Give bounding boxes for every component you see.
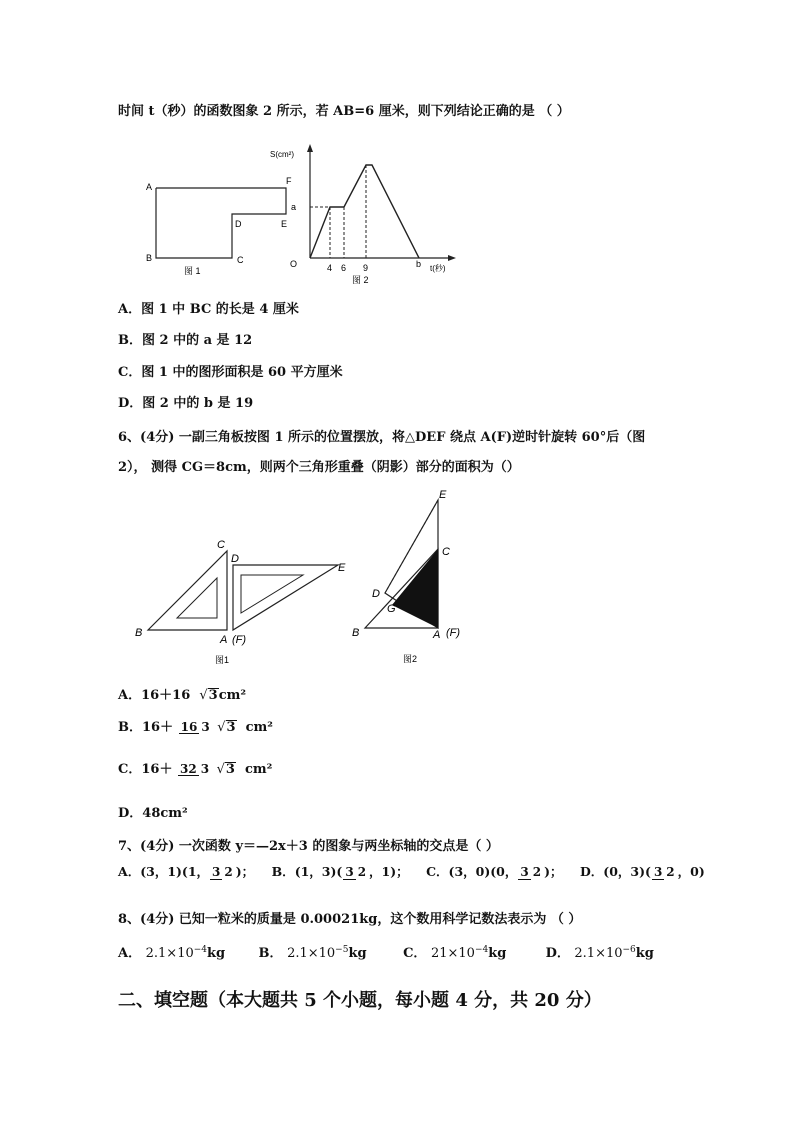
q7-option-a-label: A．: [118, 864, 141, 880]
q7-option-c-numerator: 3: [520, 865, 529, 879]
q7-option-d-pre: (0，3)(: [603, 864, 651, 880]
q6-option-b-numerator: 16: [180, 719, 198, 734]
q6-option-a-sqrt: √3: [199, 688, 218, 703]
q5-fig1-label-D: D: [235, 219, 242, 229]
q7-option-a-numerator: 3: [212, 865, 221, 879]
q6-option-c-numerator: 32: [179, 761, 197, 776]
q6-fig2-label-F: (F): [446, 627, 461, 639]
q5-fig2-ylabel: S(cm²): [270, 150, 294, 159]
q7-option-c-denominator: 2: [532, 865, 542, 879]
q5-fig2-tick-4: 4: [327, 263, 333, 273]
q7-option-b: [272, 866, 409, 880]
q6-fig1-triangle-def-inner: [241, 575, 303, 613]
q6-option-c: [118, 762, 272, 776]
q5-figure-2: [268, 140, 468, 290]
q6-fig1-label-C: C: [217, 539, 225, 551]
q5-fig1-label-C: C: [237, 255, 244, 265]
q8-option-c-label: C．: [403, 946, 427, 962]
q8-option-a-unit: kg: [207, 946, 226, 962]
q6-figure-1: [125, 535, 355, 670]
q5-fig1-label-E: E: [281, 219, 288, 229]
q7-option-d-post: ，0): [677, 864, 705, 880]
q6-option-b-fraction: [179, 721, 212, 735]
q6-fig2-caption: 图2: [403, 654, 418, 664]
q8-option-d-label: D．: [545, 946, 570, 962]
q5-option-b: B．图 2 中的 a 是 12: [118, 333, 253, 348]
q8-stem: 8、(4分) 已知一粒米的质量是 0.00021kg，这个数用科学记数法表示为 （ ）: [118, 912, 582, 927]
q7-option-a-denominator: 2: [224, 865, 233, 879]
q8-option-c: [403, 946, 541, 960]
q6-option-c-label: C．: [118, 762, 142, 777]
q6-option-a: [118, 688, 246, 702]
q7-option-c-label: C．: [426, 864, 449, 880]
q7-option-d-denominator: 2: [666, 865, 675, 879]
q6-fig2-label-C: C: [442, 546, 450, 558]
q6-fig1-label-F: (F): [232, 634, 247, 646]
q8-option-c-base: 21×10: [430, 946, 475, 962]
q7-option-c-fraction: [518, 866, 543, 880]
q8-option-d-unit: kg: [635, 946, 654, 962]
q7-option-d-label: D．: [579, 864, 604, 880]
q6-option-b-sqrt: √3: [217, 720, 236, 735]
q8-option-d-exponent: −6: [622, 945, 636, 955]
q5-fig2-label-a: a: [291, 202, 297, 212]
q6-option-c-sqrt: √3: [216, 762, 235, 777]
q7-option-d: [580, 866, 705, 880]
q6-fig2-label-D: D: [372, 588, 380, 600]
q8-option-b-unit: kg: [348, 946, 367, 962]
q6-option-b: [118, 720, 273, 734]
q5-fig1-label-F: F: [286, 176, 292, 186]
q5-fig2-y-arrow: [307, 144, 313, 152]
q6-fig1-label-A: A: [220, 634, 228, 646]
q5-stem: 时间 t（秒）的函数图象 2 所示，若 AB=6 厘米，则下列结论正确的是 （ ）: [118, 104, 570, 119]
q6-option-a-unit: cm²: [218, 688, 247, 703]
q6-option-c-radicand: 3: [225, 762, 235, 777]
q6-fig1-label-E: E: [338, 562, 346, 574]
q6-fig2-shaded-overlap: [392, 549, 438, 628]
q7-option-b-numerator: 3: [345, 865, 354, 879]
q6-option-b-label: B．: [118, 720, 142, 735]
q6-fig2-label-B: B: [352, 627, 360, 639]
section-2-title: 二、填空题（本大题共 5 个小题，每小题 4 分，共 20 分）: [118, 990, 602, 1011]
q8-options: [118, 946, 654, 960]
q6-fig1-label-B: B: [135, 627, 143, 639]
q8-option-b-exponent: −5: [335, 945, 349, 955]
q7-option-b-post: ，1)；: [369, 864, 409, 880]
q6-option-b-denominator: 3: [201, 719, 210, 734]
q7-option-a-pre: (3，1)(1，: [140, 864, 210, 880]
q6-option-b-text: 16＋: [142, 720, 174, 735]
q5-fig2-x-arrow: [448, 255, 456, 261]
q7-option-d-fraction: [652, 866, 677, 880]
q6-option-c-text: 16＋: [141, 762, 173, 777]
q5-fig2-origin: O: [290, 259, 298, 269]
q6-option-b-unit: cm²: [245, 720, 273, 735]
q5-fig1-polygon: [156, 188, 286, 258]
q5-fig2-label-b: b: [416, 259, 422, 269]
q5-option-a: A．图 1 中 BC 的长是 4 厘米: [118, 302, 299, 317]
q8-option-a-base: 2.1×10: [145, 946, 194, 962]
q5-fig2-graph: [310, 165, 419, 258]
q6-option-c-fraction: [178, 763, 211, 777]
q5-fig2-tick-6: 6: [341, 263, 347, 273]
q7-option-a-fraction: [210, 866, 235, 880]
q5-fig2-caption: 图 2: [352, 275, 369, 285]
q6-fig1-triangle-abc-inner: [177, 578, 217, 618]
q7-option-a: [118, 866, 254, 880]
q5-fig1-label-B: B: [146, 253, 153, 263]
q6-fig2-label-E: E: [439, 489, 447, 501]
q7-option-c: [426, 866, 562, 880]
q6-stem-line2: 2）， 测得 CG＝8cm，则两个三角形重叠（阴影）部分的面积为（）: [118, 460, 520, 475]
q8-option-b: [259, 946, 399, 960]
q5-fig1-caption: 图 1: [184, 266, 201, 276]
q8-option-b-base: 2.1×10: [287, 946, 336, 962]
q6-figure-2: [345, 485, 480, 670]
q6-fig2-label-G: G: [387, 603, 396, 615]
q7-option-b-fraction: [343, 866, 368, 880]
q6-option-c-denominator: 3: [200, 761, 210, 776]
q5-fig2-tick-9: 9: [363, 263, 369, 273]
q6-fig2-label-A: A: [433, 629, 441, 641]
q7-option-c-pre: (3，0)(0，: [448, 864, 518, 880]
q8-option-c-exponent: −4: [474, 945, 489, 955]
q7-option-b-denominator: 2: [357, 865, 367, 879]
q8-option-a-label: A．: [118, 946, 142, 962]
q7-option-b-label: B．: [271, 864, 295, 880]
q7-option-a-post: )；: [235, 864, 255, 880]
q7-option-c-post: )；: [544, 864, 563, 880]
q6-option-d: D．48cm²: [118, 806, 188, 821]
q7-option-b-pre: (1，3)(: [294, 864, 343, 880]
q8-option-d-base: 2.1×10: [574, 946, 623, 962]
q6-stem-line1: 6、(4分) 一副三角板按图 1 所示的位置摆放，将△DEF 绕点 A(F)逆时针旋转 60°后（图: [118, 430, 646, 445]
q6-option-a-label: A．: [118, 688, 142, 703]
q8-option-a: [118, 946, 254, 960]
q6-option-c-unit: cm²: [244, 762, 273, 777]
q7-stem: 7、(4分) 一次函数 y＝—2x＋3 的图象与两坐标轴的交点是（ ）: [118, 839, 499, 854]
q6-option-b-radicand: 3: [226, 720, 236, 735]
q7-option-d-numerator: 3: [653, 865, 663, 879]
q8-option-b-label: B．: [258, 946, 283, 962]
q6-option-a-text: 16＋16: [141, 688, 191, 703]
q5-option-c: C．图 1 中的图形面积是 60 平方厘米: [118, 365, 343, 380]
q5-fig2-xlabel: t(秒): [430, 264, 446, 273]
q6-fig1-label-D: D: [231, 553, 239, 565]
q8-option-d: [546, 946, 654, 960]
q8-option-a-exponent: −4: [193, 945, 208, 955]
q5-fig1-label-A: A: [146, 182, 153, 192]
q6-fig1-caption: 图1: [215, 655, 230, 665]
q5-option-d: D．图 2 中的 b 是 19: [118, 396, 254, 411]
q8-option-c-unit: kg: [488, 946, 507, 962]
q6-option-a-radicand: 3: [208, 688, 218, 703]
q7-options: [118, 866, 705, 880]
